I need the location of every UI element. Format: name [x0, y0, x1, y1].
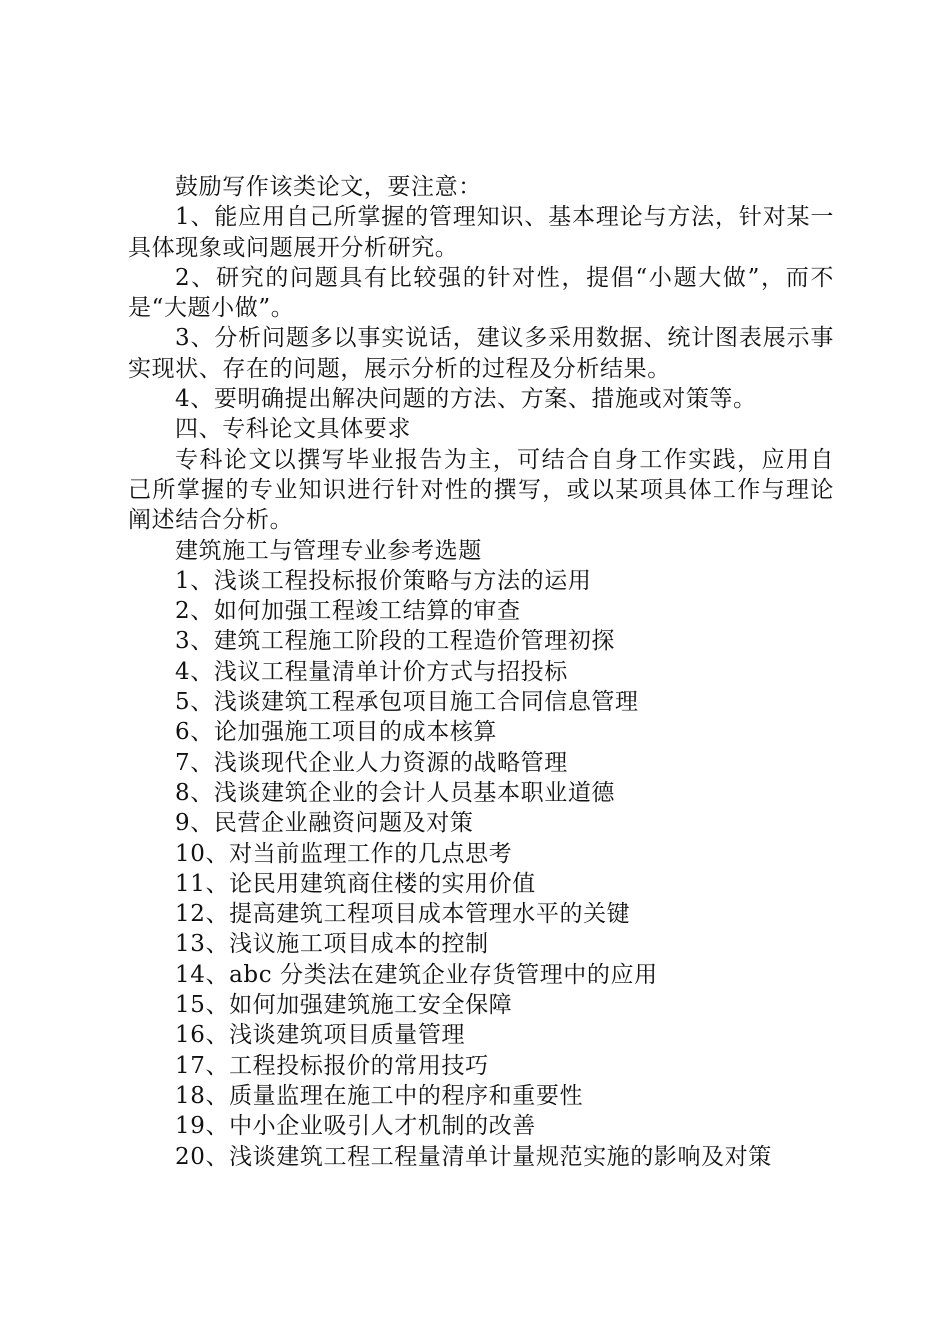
- intro-lead: 鼓励写作该类论文，要注意：: [175, 174, 482, 200]
- intro-point-2: 2、研究的问题具有比较强的针对性，提倡“小题大做”，而不是“大题小做”。: [128, 264, 834, 322]
- topic-item: 12、提高建筑工程项目成本管理水平的关键: [175, 901, 631, 928]
- intro-point-1: 1、能应用自己所掌握的管理知识、基本理论与方法，针对某一具体现象或问题展开分析研究。: [128, 204, 834, 261]
- topic-item: 5、浅谈建筑工程承包项目施工合同信息管理: [175, 689, 639, 716]
- topic-item: 8、浅谈建筑企业的会计人员基本职业道德: [175, 779, 616, 806]
- section-heading: 四、专科论文具体要求: [175, 416, 411, 443]
- topic-item: 19、中小企业吸引人才机制的改善: [175, 1113, 536, 1140]
- topic-item: 11、论民用建筑商住楼的实用价值: [175, 870, 536, 897]
- topic-item: 13、浅议施工项目成本的控制: [175, 931, 489, 958]
- topic-item: 15、如何加强建筑施工安全保障: [175, 992, 513, 1019]
- topics-heading: 建筑施工与管理专业参考选题: [175, 537, 482, 564]
- topic-item: 14、abc 分类法在建筑企业存货管理中的应用: [175, 961, 658, 988]
- document-page: [128, 172, 834, 1172]
- topic-item: 9、民营企业融资问题及对策: [175, 810, 474, 837]
- topic-item: 3、建筑工程施工阶段的工程造价管理初探: [175, 628, 616, 655]
- topic-item: 20、浅谈建筑工程工程量清单计量规范实施的影响及对策: [175, 1143, 772, 1170]
- topic-item: 4、浅议工程量清单计价方式与招投标: [175, 658, 568, 685]
- topic-item: 1、浅谈工程投标报价策略与方法的运用: [175, 567, 592, 594]
- intro-point-3: 3、分析问题多以事实说话，建议多采用数据、统计图表展示事实现状、存在的问题，展示分析的过程及分析结果。: [128, 325, 834, 382]
- topic-item: 7、浅谈现代企业人力资源的战略管理: [175, 749, 568, 776]
- topic-item: 10、对当前监理工作的几点思考: [175, 840, 513, 867]
- topic-item: 18、质量监理在施工中的程序和重要性: [175, 1082, 584, 1109]
- topics-list: [128, 566, 834, 1172]
- topic-item: 17、工程投标报价的常用技巧: [175, 1052, 489, 1079]
- section-body: 专科论文以撰写毕业报告为主，可结合自身工作实践，应用自己所掌握的专业知识进行针对性的撰写，或以某项具体工作与理论阐述结合分析。: [128, 446, 834, 534]
- topic-item: 6、论加强施工项目的成本核算: [175, 719, 498, 746]
- topic-item: 2、如何加强工程竣工结算的审查: [175, 598, 521, 625]
- topic-item: 16、浅谈建筑项目质量管理: [175, 1022, 466, 1049]
- intro-point-4: 4、要明确提出解决问题的方法、方案、措施或对策等。: [175, 386, 757, 413]
